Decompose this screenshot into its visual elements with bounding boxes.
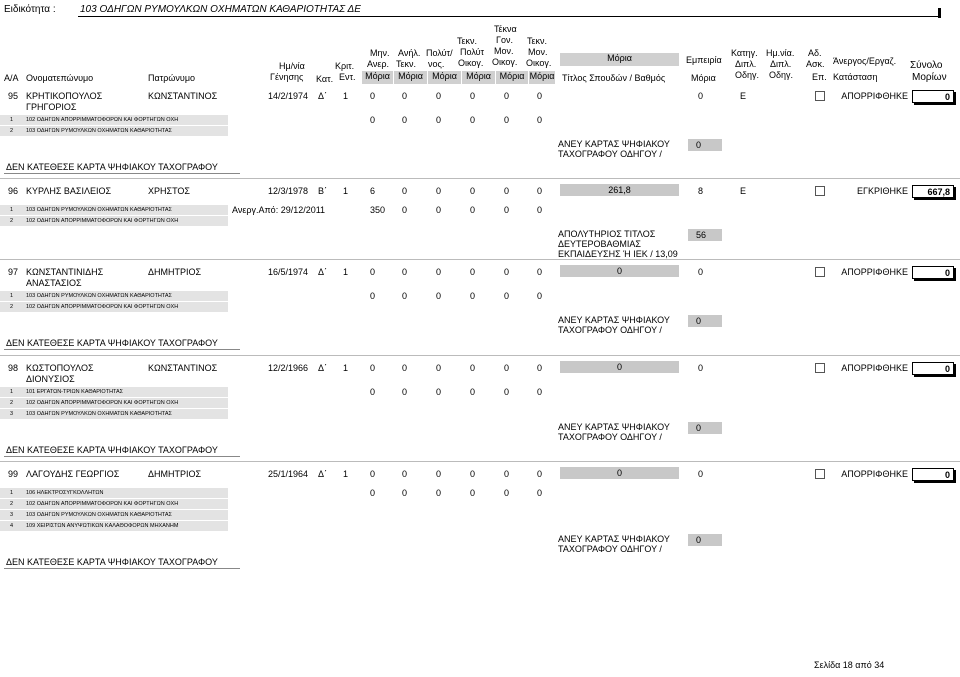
hdr-anil1: Ανήλ. [398, 48, 421, 58]
sub-moria-value: 0 [436, 115, 442, 125]
sub-row-title: 102 ΟΔΗΓΩΝ ΑΠΟΡΡΙΜΜΑΤΟΦΟΡΩΝ ΚΑΙ ΦΟΡΤΗΓΩΝ ΟΧΗ [26, 501, 179, 507]
sub-moria-value: 0 [436, 291, 442, 301]
record-title-line: ΑΝΕΥ ΚΑΡΤΑΣ ΨΗΦΙΑΚΟΥ [558, 315, 670, 325]
record-status: ΑΠΟΡΡΙΦΘΗΚΕ [841, 469, 908, 479]
hdr-name: Ονοματεπώνυμο [26, 73, 94, 83]
record-internship-checkbox[interactable] [815, 267, 825, 277]
record-status: ΑΠΟΡΡΙΦΘΗΚΕ [841, 91, 908, 101]
record-total-box: 0 [912, 468, 954, 481]
sub-moria-value: 0 [370, 488, 376, 498]
record-title-line: ΑΝΕΥ ΚΑΡΤΑΣ ΨΗΦΙΑΚΟΥ [558, 139, 670, 149]
record-moria-value: 0 [370, 469, 376, 479]
record-moria-value: 0 [504, 186, 510, 196]
record-father: ΚΩΝΣΤΑΝΤΙΝΟΣ [148, 91, 218, 101]
record-father: ΧΡΗΣΤΟΣ [148, 186, 190, 196]
hdr-ad1: Αδ. [808, 48, 822, 58]
hdr-ad2: Ασκ. [806, 59, 825, 69]
record-experience: 0 [698, 469, 704, 479]
sub-row-title: 103 ΟΔΗΓΩΝ ΡΥΜΟΥΛΚΩΝ ΟΧΗΜΑΤΩΝ ΚΑΘΑΡΙΟΤΗΤΑΣ [26, 128, 172, 134]
hdr-katig2: Διπλ. [735, 59, 757, 69]
sub-row-title: 106 ΗΛΕΚΤΡΟΣΥΓΚΟΛΛΗΤΩΝ [26, 490, 104, 496]
record-title-score: 0 [688, 139, 722, 151]
sub-row-title: 103 ΟΔΗΓΩΝ ΡΥΜΟΥΛΚΩΝ ΟΧΗΜΑΤΩΝ ΚΑΘΑΡΙΟΤΗΤΑΣ [26, 512, 172, 518]
record-name: ΚΩΝΣΤΑΝΤΙΝΙΔΗΣ [26, 267, 104, 277]
record-internship-checkbox[interactable] [815, 91, 825, 101]
record-experience: 0 [698, 267, 704, 277]
record-entry: 1 [343, 267, 349, 277]
hdr-father: Πατρώνυμο [148, 73, 196, 83]
record-moria-main: 0 [560, 467, 679, 479]
sub-moria-value: 0 [537, 488, 543, 498]
record-separator [0, 461, 960, 462]
sub-moria-value: 0 [370, 115, 376, 125]
specialty-underline [78, 16, 940, 17]
hdr-synolo1: Σύνολο [910, 60, 943, 71]
record-moria-value: 0 [504, 469, 510, 479]
sub-moria-value: 350 [370, 205, 386, 215]
record-total-box: 0 [912, 362, 954, 375]
record-moria-value: 0 [470, 363, 476, 373]
record-moria-value: 0 [370, 91, 376, 101]
record-name-2: ΓΡΗΓΟΡΙΟΣ [26, 102, 77, 112]
hdr-moria-main: Μόρια [560, 53, 679, 66]
sub-moria-value: 0 [537, 205, 543, 215]
hdr-moria-4: Μόρια [462, 71, 495, 84]
record-father: ΔΗΜΗΤΡΙΟΣ [148, 267, 202, 277]
record-total-box: 0 [912, 266, 954, 279]
hdr-katig3: Οδηγ. [735, 70, 760, 80]
sub-row-number: 2 [10, 400, 14, 406]
record-title-line: ΔΕΥΤΕΡΟΒΑΘΜΙΑΣ [558, 239, 641, 249]
hdr-tekna1: Τέκνα [494, 24, 517, 34]
hdr-anergos: Άνεργος/Εργαζ. [833, 56, 897, 66]
record-title-line: ΑΠΟΛΥΤΗΡΙΟΣ ΤΙΤΛΟΣ [558, 229, 656, 239]
record-dob: 14/2/1974 [268, 91, 309, 101]
page-number: Σελίδα 18 από 34 [814, 660, 885, 670]
record-title-line: ΤΑΧΟΓΡΑΦΟΥ ΟΔΗΓΟΥ / [558, 325, 662, 335]
record-title-line: ΑΝΕΥ ΚΑΡΤΑΣ ΨΗΦΙΑΚΟΥ [558, 422, 670, 432]
sub-moria-value: 0 [504, 205, 510, 215]
sub-row-title: 102 ΟΔΗΓΩΝ ΑΠΟΡΡΙΜΜΑΤΟΦΟΡΩΝ ΚΑΙ ΦΟΡΤΗΓΩΝ ΟΧΗ [26, 304, 179, 310]
hdr-tekna3: Μον. [494, 46, 514, 56]
record-warning-line [4, 568, 240, 569]
hdr-titlos: Τίτλος Σπουδών / Βαθμός [562, 73, 666, 83]
record-moria-value: 0 [470, 469, 476, 479]
record-warning: ΔΕΝ ΚΑΤΕΘΕΣΕ ΚΑΡΤΑ ΨΗΦΙΑΚΟΥ ΤΑΧΟΓΡΑΦΟΥ [6, 557, 218, 567]
record-moria-main: 0 [560, 265, 679, 277]
record-separator [0, 259, 960, 260]
sub-row-number: 1 [10, 293, 14, 299]
hdr-mhn2: Ανερ. [367, 59, 389, 69]
hdr-moria-1: Μόρια [362, 71, 393, 84]
record-unemployed-since: Ανεργ.Από: 29/12/2011 [232, 205, 326, 215]
hdr-katig1: Κατηγ. [731, 48, 758, 58]
sub-moria-value: 0 [402, 205, 408, 215]
record-aa: 96 [8, 186, 19, 196]
record-title-line: ΤΑΧΟΓΡΑΦΟΥ ΟΔΗΓΟΥ / [558, 544, 662, 554]
hdr-moria-5: Μόρια [496, 71, 528, 84]
sub-moria-value: 0 [470, 488, 476, 498]
sub-row-number: 4 [10, 523, 14, 529]
record-warning: ΔΕΝ ΚΑΤΕΘΕΣΕ ΚΑΡΤΑ ΨΗΦΙΑΚΟΥ ΤΑΧΟΓΡΑΦΟΥ [6, 162, 218, 172]
hdr-empeiria-moria: Μόρια [691, 73, 716, 83]
sub-moria-value: 0 [402, 291, 408, 301]
hdr-katastasi: Κατάσταση [833, 72, 878, 82]
record-title-score: 0 [688, 422, 722, 434]
record-entry: 1 [343, 186, 349, 196]
sub-moria-value: 0 [402, 488, 408, 498]
sub-row-number: 3 [10, 411, 14, 417]
record-warning: ΔΕΝ ΚΑΤΕΘΕΣΕ ΚΑΡΤΑ ΨΗΦΙΑΚΟΥ ΤΑΧΟΓΡΑΦΟΥ [6, 338, 218, 348]
hdr-anil2: Τεκν. [396, 59, 417, 69]
record-entry: 1 [343, 91, 349, 101]
record-dob: 12/2/1966 [268, 363, 309, 373]
hdr-synolo2: Μορίων [912, 72, 947, 83]
record-category: Δ΄ [318, 469, 328, 479]
record-title-line: ΤΑΧΟΓΡΑΦΟΥ ΟΔΗΓΟΥ / [558, 432, 662, 442]
sub-moria-value: 0 [370, 291, 376, 301]
record-title-score: 0 [688, 315, 722, 327]
sub-row-title: 103 ΟΔΗΓΩΝ ΡΥΜΟΥΛΚΩΝ ΟΧΗΜΑΤΩΝ ΚΑΘΑΡΙΟΤΗΤΑΣ [26, 411, 172, 417]
record-moria-value: 0 [537, 363, 543, 373]
record-category: Δ΄ [318, 363, 328, 373]
specialty-value: 103 ΟΔΗΓΩΝ ΡΥΜΟΥΛΚΩΝ ΟΧΗΜΑΤΩΝ ΚΑΘΑΡΙΟΤΗΤΑΣ ΔΕ [80, 4, 361, 15]
record-moria-value: 0 [436, 363, 442, 373]
hdr-tekn2: Πολύτ/ [426, 48, 453, 58]
sub-moria-value: 0 [537, 291, 543, 301]
record-moria-value: 0 [537, 186, 543, 196]
record-warning-line [4, 173, 240, 174]
sub-row-title: 101 ΕΡΓΑΤΩΝ-ΤΡΙΩΝ ΚΑΘΑΡΙΟΤΗΤΑΣ [26, 389, 124, 395]
sub-row-title: 102 ΟΔΗΓΩΝ ΑΠΟΡΡΙΜΜΑΤΟΦΟΡΩΝ ΚΑΙ ΦΟΡΤΗΓΩΝ ΟΧΗ [26, 400, 179, 406]
record-title-score: 0 [688, 534, 722, 546]
hdr-polyt1: Πολύτ [460, 47, 485, 57]
hdr-hmnia1: Ημ.νία. [766, 48, 795, 58]
record-moria-value: 0 [402, 91, 408, 101]
hdr-moria-3: Μόρια [428, 71, 461, 84]
record-name-2: ΔΙΟΝΥΣΙΟΣ [26, 374, 75, 384]
record-warning-line [4, 456, 240, 457]
sub-row-title: 103 ΟΔΗΓΩΝ ΡΥΜΟΥΛΚΩΝ ΟΧΗΜΑΤΩΝ ΚΑΘΑΡΙΟΤΗΤΑΣ [26, 207, 172, 213]
sub-row-number: 1 [10, 490, 14, 496]
record-name: ΛΑΓΟΥΔΗΣ ΓΕΩΡΓΙΟΣ [26, 469, 120, 479]
sub-moria-value: 0 [470, 387, 476, 397]
record-category: Β΄ [318, 186, 327, 196]
sub-moria-value: 0 [537, 115, 543, 125]
record-moria-value: 0 [504, 363, 510, 373]
specialty-underline-shadow [938, 8, 941, 18]
record-internship-checkbox[interactable] [815, 363, 825, 373]
hdr-teknmon2: Μον. [528, 47, 548, 57]
record-aa: 95 [8, 91, 19, 101]
record-experience: 8 [698, 186, 704, 196]
record-warning: ΔΕΝ ΚΑΤΕΘΕΣΕ ΚΑΡΤΑ ΨΗΦΙΑΚΟΥ ΤΑΧΟΓΡΑΦΟΥ [6, 445, 218, 455]
sub-moria-value: 0 [470, 291, 476, 301]
sub-row-number: 3 [10, 512, 14, 518]
record-moria-value: 6 [370, 186, 376, 196]
hdr-tekn3: νος. [428, 59, 445, 69]
sub-moria-value: 0 [537, 387, 543, 397]
sub-row-title: 109 ΧΕΙΡΙΣΤΩΝ ΑΝΥΨΩΤΙΚΩΝ ΚΑΛΑΘΟΦΟΡΩΝ ΜΗΧΑΝΗΜ [26, 523, 179, 529]
record-title-line: ΑΝΕΥ ΚΑΡΤΑΣ ΨΗΦΙΑΚΟΥ [558, 534, 670, 544]
sub-row-number: 1 [10, 389, 14, 395]
record-aa: 99 [8, 469, 19, 479]
sub-row-title: 103 ΟΔΗΓΩΝ ΡΥΜΟΥΛΚΩΝ ΟΧΗΜΑΤΩΝ ΚΑΘΑΡΙΟΤΗΤΑΣ [26, 293, 172, 299]
record-license-cat: Ε [740, 186, 747, 196]
record-license-cat: Ε [740, 91, 747, 101]
record-internship-checkbox[interactable] [815, 186, 825, 196]
sub-moria-value: 0 [402, 387, 408, 397]
sub-moria-value: 0 [402, 115, 408, 125]
sub-moria-value: 0 [504, 291, 510, 301]
hdr-moria-2: Μόρια [394, 71, 427, 84]
record-moria-value: 0 [504, 91, 510, 101]
sub-moria-value: 0 [436, 488, 442, 498]
record-category: Δ΄ [318, 267, 328, 277]
record-status: ΕΓΚΡΙΘΗΚΕ [857, 186, 908, 196]
record-separator [0, 355, 960, 356]
sub-moria-value: 0 [436, 205, 442, 215]
record-name: ΚΥΡΛΗΣ ΒΑΣΙΛΕΙΟΣ [26, 186, 112, 196]
record-status: ΑΠΟΡΡΙΦΘΗΚΕ [841, 363, 908, 373]
record-dob: 16/5/1974 [268, 267, 309, 277]
record-experience: 0 [698, 363, 704, 373]
record-moria-value: 0 [470, 267, 476, 277]
sub-row-title: 102 ΟΔΗΓΩΝ ΑΠΟΡΡΙΜΜΑΤΟΦΟΡΩΝ ΚΑΙ ΦΟΡΤΗΓΩΝ ΟΧΗ [26, 218, 179, 224]
record-moria-value: 0 [504, 267, 510, 277]
record-aa: 97 [8, 267, 19, 277]
record-separator [0, 178, 960, 179]
sub-row-number: 2 [10, 128, 14, 134]
record-father: ΔΗΜΗΤΡΙΟΣ [148, 469, 202, 479]
record-moria-main [560, 89, 679, 101]
sub-moria-value: 0 [436, 387, 442, 397]
record-moria-value: 0 [470, 186, 476, 196]
specialty-label: Ειδικότητα : [4, 4, 56, 15]
record-moria-value: 0 [436, 469, 442, 479]
sub-row-title: 102 ΟΔΗΓΩΝ ΑΠΟΡΡΙΜΜΑΤΟΦΟΡΩΝ ΚΑΙ ΦΟΡΤΗΓΩΝ ΟΧΗ [26, 117, 179, 123]
hdr-hmnia3: Οδηγ. [769, 70, 794, 80]
record-internship-checkbox[interactable] [815, 469, 825, 479]
sub-moria-value: 0 [504, 115, 510, 125]
hdr-krit3: Εντ. [339, 72, 356, 82]
sub-row-number: 2 [10, 304, 14, 310]
record-category: Δ΄ [318, 91, 328, 101]
record-dob: 25/1/1964 [268, 469, 309, 479]
record-moria-value: 0 [537, 267, 543, 277]
hdr-polyt2: Οικογ. [458, 58, 484, 68]
record-father: ΚΩΝΣΤΑΝΤΙΝΟΣ [148, 363, 218, 373]
record-moria-value: 0 [436, 267, 442, 277]
sub-moria-value: 0 [504, 387, 510, 397]
sub-moria-value: 0 [370, 387, 376, 397]
record-warning-line [4, 349, 240, 350]
record-moria-main: 0 [560, 361, 679, 373]
hdr-teknmon3: Οικογ. [526, 58, 552, 68]
hdr-mhn1: Μην. [370, 48, 390, 58]
hdr-moria-6: Μόρια [529, 71, 555, 84]
record-moria-main: 261,8 [560, 184, 679, 196]
hdr-dob1: Ημ/νία [279, 61, 305, 71]
sub-row-number: 1 [10, 117, 14, 123]
hdr-dob2: Γένησης [270, 72, 304, 82]
record-moria-value: 0 [436, 91, 442, 101]
record-dob: 12/3/1978 [268, 186, 309, 196]
hdr-krit2: Κατ. [316, 74, 334, 84]
record-title-line: ΤΑΧΟΓΡΑΦΟΥ ΟΔΗΓΟΥ / [558, 149, 662, 159]
record-title-line: ΕΚΠΑΙΔΕΥΣΗΣ Ή ΙΕΚ / 13,09 [558, 249, 678, 259]
record-moria-value: 0 [402, 363, 408, 373]
record-experience: 0 [698, 91, 704, 101]
hdr-empeiria: Εμπειρία [686, 55, 722, 65]
sub-row-number: 2 [10, 501, 14, 507]
record-name: ΚΡΗΤΙΚΟΠΟΥΛΟΣ [26, 91, 103, 101]
sub-row-number: 1 [10, 207, 14, 213]
record-total-box: 667,8 [912, 185, 954, 198]
sub-moria-value: 0 [470, 205, 476, 215]
record-entry: 1 [343, 363, 349, 373]
hdr-tekna4: Οικογ. [492, 57, 518, 67]
hdr-aa: Α/Α [4, 73, 19, 83]
hdr-tekna2: Γον. [496, 35, 513, 45]
record-moria-value: 0 [402, 267, 408, 277]
hdr-teknmon1: Τεκν. [527, 36, 548, 46]
record-moria-value: 0 [370, 363, 376, 373]
record-moria-value: 0 [402, 469, 408, 479]
record-aa: 98 [8, 363, 19, 373]
sub-moria-value: 0 [470, 115, 476, 125]
record-name: ΚΩΣΤΟΠΟΥΛΟΣ [26, 363, 94, 373]
hdr-ad3: Επ. [812, 72, 827, 82]
record-entry: 1 [343, 469, 349, 479]
record-moria-value: 0 [370, 267, 376, 277]
sub-row-number: 2 [10, 218, 14, 224]
record-name-2: ΑΝΑΣΤΑΣΙΟΣ [26, 278, 82, 288]
record-moria-value: 0 [470, 91, 476, 101]
hdr-tekn1: Τεκν. [457, 36, 478, 46]
record-moria-value: 0 [537, 91, 543, 101]
sub-moria-value: 0 [504, 488, 510, 498]
record-moria-value: 0 [537, 469, 543, 479]
record-moria-value: 0 [436, 186, 442, 196]
record-status: ΑΠΟΡΡΙΦΘΗΚΕ [841, 267, 908, 277]
record-title-score: 56 [688, 229, 722, 241]
hdr-hmnia2: Διπλ. [770, 59, 792, 69]
record-moria-value: 0 [402, 186, 408, 196]
hdr-krit1: Κριτ. [335, 61, 355, 71]
record-total-box: 0 [912, 90, 954, 103]
